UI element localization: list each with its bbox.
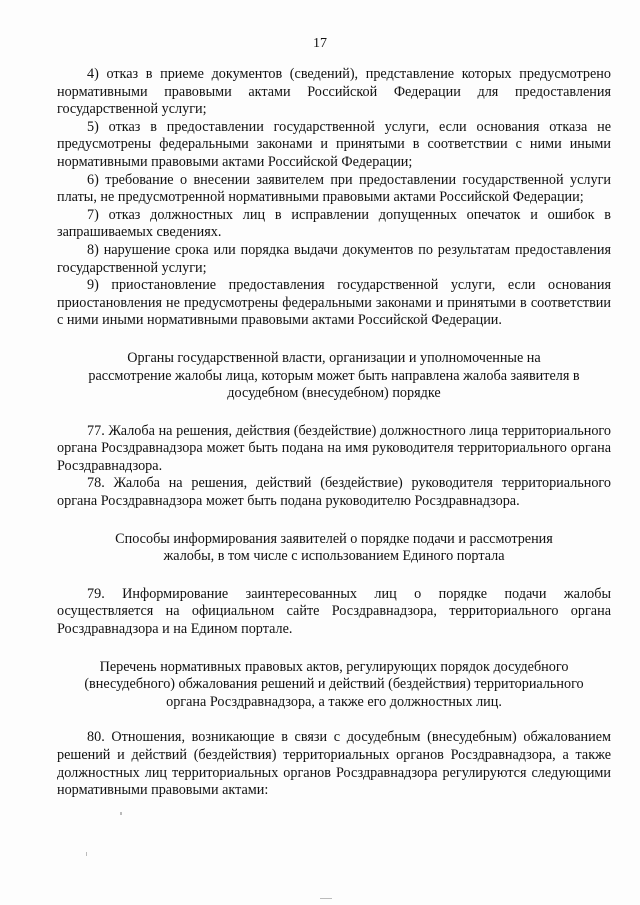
heading-line: Перечень нормативных правовых актов, регулирующих порядок досудебного <box>99 658 569 675</box>
heading-line: Способы информирования заявителей о порядке подачи и рассмотрения <box>115 530 553 547</box>
section-heading-complaint-bodies <box>57 350 611 403</box>
paragraph-80: 80. Отношения, возникающие в связи с досудебным (внесудебным) обжалованием решений и действий (бездействия) территориальных органов Росздравнадзора, а также должностных лиц территориальных органов Росздравнадзора регулируются следующими нормативными правовыми актами: <box>57 729 611 799</box>
section-heading-regulatory-acts <box>57 659 611 712</box>
list-item: 9) приостановление предоставления государственной услуги, если основания приостановления не предусмотрены федеральными законами и принятыми в соответствии с ними иными нормативными правовыми актами Российской Федерации. <box>57 277 611 329</box>
paragraph-77: 77. Жалоба на решения, действия (бездействие) должностного лица территориального органа Росздравнадзора может быть подана на имя руководителя территориального органа Росздравнадзора. <box>57 422 611 474</box>
list-item: 8) нарушение срока или порядка выдачи документов по результатам предоставления государственной услуги; <box>57 241 611 276</box>
heading-line: (внесудебного) обжалования решений и действий (бездействия) территориального <box>84 676 584 693</box>
list-item: 5) отказ в предоставлении государственной услуги, если основания отказа не предусмотрены федеральными законами и принятыми в соответствии с ними иными нормативными правовыми актами Российской Федерации; <box>57 118 611 170</box>
scan-speck <box>320 898 332 899</box>
scan-speck <box>86 852 87 856</box>
heading-line: органа Росздравнадзора, а также его должностных лиц. <box>166 693 502 710</box>
heading-line: жалобы, в том числе с использованием Единого портала <box>163 548 505 565</box>
paragraph-78: 78. Жалоба на решения, действий (бездействие) руководителя территориального органа Росздравнадзора может быть подана руководителю Росздравнадзора. <box>57 475 611 510</box>
list-item: 7) отказ должностных лиц в исправлении допущенных опечаток и ошибок в запрашиваемых сведениях. <box>57 206 611 241</box>
heading-line: досудебном (внесудебном) порядке <box>227 385 441 402</box>
section-heading-informing-methods <box>57 531 611 566</box>
paragraph-79: 79. Информирование заинтересованных лиц о порядке подачи жалобы осуществляется на официальном сайте Росздравнадзора, территориального органа Росздравнадзора и на Едином портале. <box>57 585 611 638</box>
page-content <box>57 66 611 800</box>
list-item: 6) требование о внесении заявителем при предоставлении государственной услуги платы, не предусмотренной нормативными правовыми актами Российской Федерации; <box>57 171 611 206</box>
page-number: 17 <box>313 36 327 51</box>
heading-line: рассмотрение жалобы лица, которым может быть направлена жалоба заявителя в <box>88 367 580 384</box>
list-item: 4) отказ в приеме документов (сведений), представление которых предусмотрено нормативными правовыми актами Российской Федерации для предоставления государственной услуги; <box>57 66 611 118</box>
scan-speck <box>120 812 122 815</box>
heading-line: Органы государственной власти, организации и уполномоченные на <box>127 349 541 366</box>
